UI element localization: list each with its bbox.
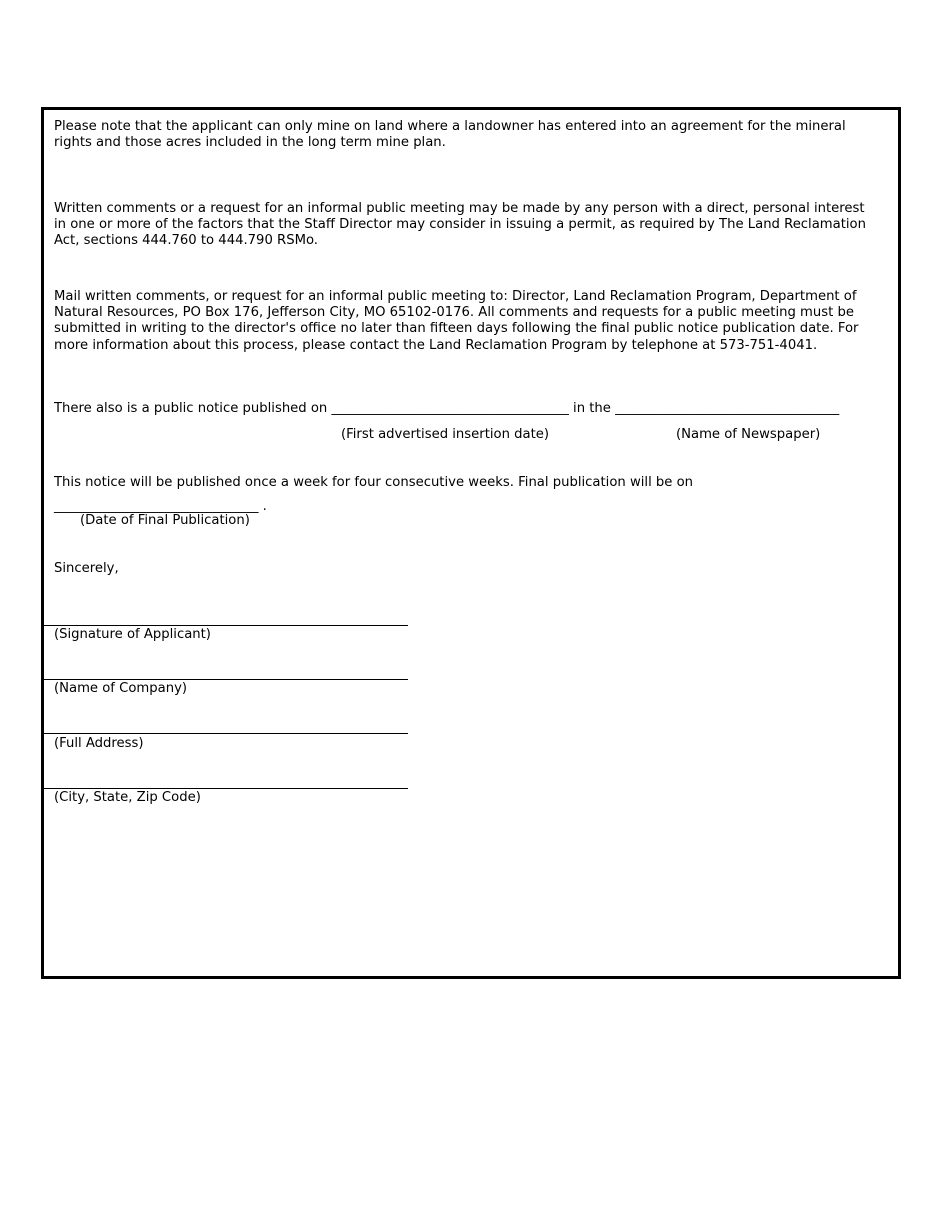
company-name-line[interactable] bbox=[44, 679, 408, 680]
signature-line[interactable] bbox=[44, 625, 408, 626]
mailing-instructions-paragraph: Mail written comments, or request for an informal public meeting to: Director, Land Reclamation Program, Department of Natural Resources, PO Box 176, Jefferson City, MO 65102-0176. All comments and requests for a public meeting must be submitted in writing to the director's office no later than fifteen days following the final public notice publication date. For more information about this process, please contact the Land Reclamation Program by telephone at 573-751-4041. bbox=[54, 289, 859, 353]
insertion-date-caption: (First advertised insertion date) bbox=[341, 427, 550, 442]
newspaper-name-caption: (Name of Newspaper) bbox=[676, 427, 821, 442]
closing-salutation: Sincerely, bbox=[54, 561, 119, 576]
landowner-agreement-paragraph: Please note that the applicant can only mine on land where a landowner has entered into an agreement for the mineral rights and those acres included in the long term mine plan. bbox=[54, 119, 846, 151]
notice-form-box bbox=[41, 107, 901, 979]
public-notice-line: There also is a public notice published on ____________________________________ in the __________________________________ bbox=[54, 401, 840, 416]
city-state-zip-label: (City, State, Zip Code) bbox=[54, 790, 201, 805]
company-name-label: (Name of Company) bbox=[54, 681, 188, 696]
publication-schedule-sentence: This notice will be published once a week for four consecutive weeks. Final publication will be on bbox=[54, 475, 694, 490]
full-address-label: (Full Address) bbox=[54, 736, 144, 751]
written-comments-paragraph: Written comments or a request for an informal public meeting may be made by any person with a direct, personal interest in one or more of the factors that the Staff Director may consider in issuing a permit, as required by The Land Reclamation Act, sections 444.760 to 444.790 RSMo. bbox=[54, 201, 866, 249]
final-publication-date-caption: (Date of Final Publication) bbox=[80, 513, 250, 528]
signature-label: (Signature of Applicant) bbox=[54, 627, 211, 642]
final-publication-date-blank: _______________________________ . bbox=[54, 499, 267, 514]
full-address-line[interactable] bbox=[44, 733, 408, 734]
city-state-zip-line[interactable] bbox=[44, 788, 408, 789]
